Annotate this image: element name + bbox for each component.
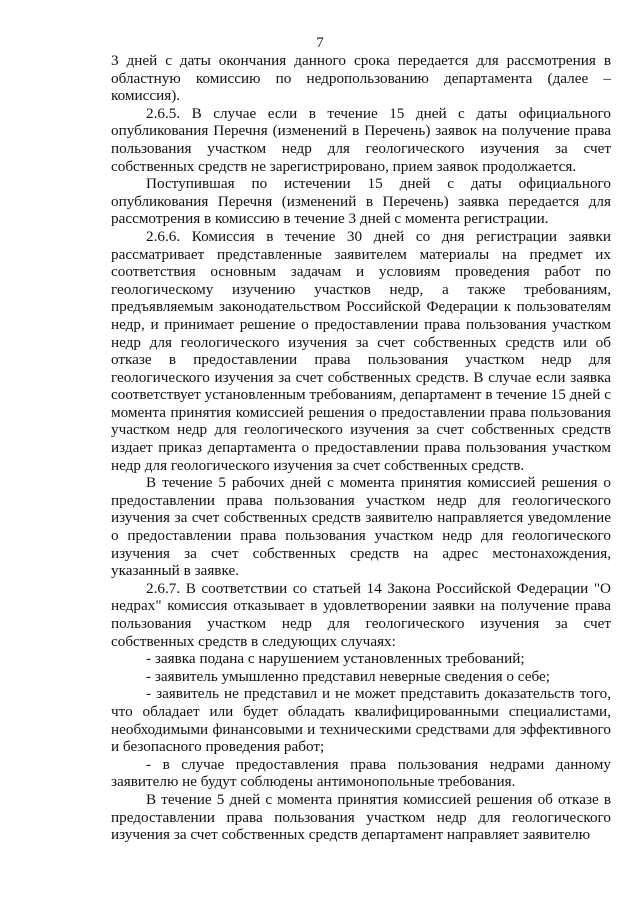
paragraph-continuation: 3 дней с даты окончания данного срока передается для рассмотрения в областную комиссию по недропользованию департамента (далее – комиссия). bbox=[111, 52, 611, 105]
list-item-requirements-violation: - заявка подана с нарушением установленных требований; bbox=[146, 650, 525, 668]
paragraph-notification: В течение 5 рабочих дней с момента принятия комиссией решения о предоставлении права пользования участком недр для геологического изучения за счет собственных средств заявителю направляется уведомление о предоставлении права пользования участком недр для геологического изучения за счет собственных средств на адрес местонахождения, указанный в заявке. bbox=[111, 474, 611, 580]
list-item-false-information: - заявитель умышленно представил неверные сведения о себе; bbox=[146, 667, 550, 685]
page-number: 7 bbox=[316, 35, 324, 51]
list-item-no-qualification-proof: - заявитель не представил и не может представить доказательств того, что обладает или будет обладать квалифицированными специалистами, необходимыми финансовыми и техническими средствами для эффективного и безопасного проведения работ; bbox=[111, 685, 611, 756]
paragraph-late-application: Поступившая по истечении 15 дней с даты официального опубликования Перечня (изменений в Перечень) заявка передается для рассмотрения в комиссию в течение 3 дней с момента регистрации. bbox=[111, 175, 611, 228]
paragraph-2-6-6: 2.6.6. Комиссия в течение 30 дней со дня регистрации заявки рассматривает представленные заявителем материалы на предмет их соответствия основным задачам и условиям проведения работ по геологическому изучению участков недр, а также требованиям, предъявляемым законодательством Российской Федерации к пользователям недр, и принимает решение о предоставлении права пользования участком недр для геологического изучения за счет собственных средств или об отказе в предоставлении права пользования участком недр для геологического изучения за счет собственных средств. В случае если заявка соответствует установленным требованиям, департамент в течение 15 дней с момента принятия комиссией решения о предоставлении права пользования участком недр для геологического изучения за счет собственных средств издает приказ департамента о предоставлении права пользования участком недр для геологического изучения за счет собственных средств. bbox=[111, 227, 611, 474]
paragraph-refusal-notice: В течение 5 дней с момента принятия комиссией решения об отказе в предоставлении права пользования участком недр для геологического изучения за счет собственных средств департамент направляет заявителю bbox=[111, 790, 611, 844]
paragraph-2-6-7: 2.6.7. В соответствии со статьей 14 Закона Российской Федерации "О недрах" комиссия отказывает в удовлетворении заявки на получение права пользования участком недр для геологического изучения за счет собственных средств в следующих случаях: bbox=[111, 579, 611, 650]
document-body bbox=[111, 52, 611, 844]
paragraph-2-6-5: 2.6.5. В случае если в течение 15 дней с даты официального опубликования Перечня (изменений в Перечень) заявок на получение права пользования участком недр для геологического изучения за счет собственных средств не зарегистрировано, прием заявок продолжается. bbox=[111, 104, 611, 175]
list-item-antimonopoly: - в случае предоставления права пользования недрами данному заявителю не будут соблюдены антимонопольные требования. bbox=[111, 755, 611, 791]
